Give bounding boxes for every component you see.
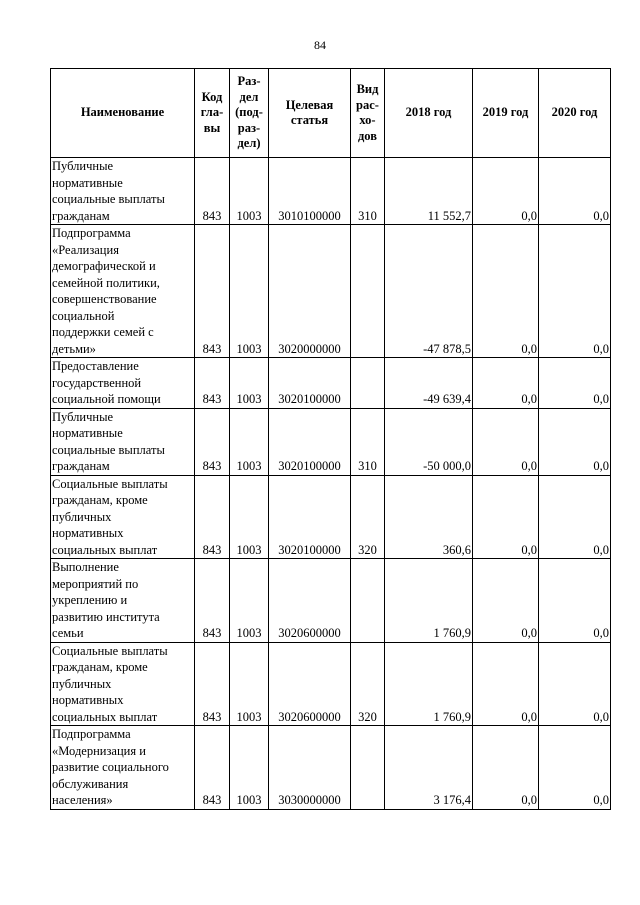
header-target: [269, 69, 351, 158]
row-name-line: Выполнение: [52, 560, 119, 574]
row-value-2019: 0,0: [473, 225, 539, 358]
header-expense-line: рас-: [356, 97, 379, 112]
row-expense: [351, 726, 385, 810]
row-name: [51, 158, 195, 225]
row-name-line: нормативные: [52, 175, 123, 190]
header-2019: 2019 год: [473, 69, 539, 158]
row-name: [51, 225, 195, 358]
row-expense: 320: [351, 642, 385, 726]
row-name-line: нормативные: [52, 426, 123, 440]
row-name-line: социальной помощи: [52, 392, 161, 406]
row-name-line: публичных: [52, 676, 112, 691]
row-code: 843: [195, 559, 230, 643]
row-name: [51, 408, 195, 475]
row-expense: 310: [351, 408, 385, 475]
row-name: [51, 475, 195, 559]
row-expense: [351, 559, 385, 643]
header-code: [195, 69, 230, 158]
header-section: [230, 69, 269, 158]
header-expense-line: Вид: [356, 82, 379, 96]
header-section-line: дел): [237, 136, 261, 151]
row-value-2019: 0,0: [473, 408, 539, 475]
header-section-line: Раз-: [237, 74, 261, 89]
row-section: 1003: [230, 726, 269, 810]
table-body: [51, 158, 611, 810]
row-value-2018: -47 878,5: [385, 225, 473, 358]
header-code-line: вы: [203, 120, 221, 135]
row-name-line: социальные выплаты: [52, 442, 165, 457]
header-expense-line: хо-: [359, 113, 376, 127]
row-name-line: социальной: [52, 308, 115, 323]
row-name-line: гражданам: [52, 459, 110, 473]
header-section-line: раз-: [237, 120, 261, 135]
table-row: [51, 358, 611, 409]
row-code: 843: [195, 358, 230, 409]
row-target: 3020100000: [269, 408, 351, 475]
row-value-2020: 0,0: [539, 408, 611, 475]
row-value-2019: 0,0: [473, 475, 539, 559]
row-value-2018: 1 760,9: [385, 642, 473, 726]
row-value-2018: -50 000,0: [385, 408, 473, 475]
row-section: 1003: [230, 408, 269, 475]
row-value-2020: 0,0: [539, 642, 611, 726]
header-row: [51, 69, 611, 158]
header-expense-line: дов: [357, 128, 377, 143]
table-row: [51, 559, 611, 643]
row-name-line: развитию института: [52, 609, 160, 624]
row-value-2019: 0,0: [473, 358, 539, 409]
table-row: [51, 642, 611, 726]
row-name-line: социальных выплат: [52, 709, 158, 724]
header-code-line: Код: [201, 89, 223, 104]
row-name-line: Социальные выплаты: [52, 643, 168, 658]
row-name-line: Подпрограмма: [52, 226, 131, 240]
row-name-line: совершенствование: [52, 292, 157, 306]
row-code: 843: [195, 408, 230, 475]
row-code: 843: [195, 158, 230, 225]
row-value-2019: 0,0: [473, 559, 539, 643]
row-value-2019: 0,0: [473, 726, 539, 810]
row-name-line: Публичные: [52, 409, 114, 424]
row-value-2018: 11 552,7: [385, 158, 473, 225]
row-value-2020: 0,0: [539, 475, 611, 559]
row-value-2020: 0,0: [539, 158, 611, 225]
row-name-line: демографической и: [52, 259, 156, 273]
page-number: 84: [314, 38, 326, 52]
row-target: 3020100000: [269, 475, 351, 559]
row-name: [51, 358, 195, 409]
row-name-line: семьи: [52, 626, 84, 640]
row-name-line: «Реализация: [52, 242, 119, 257]
row-section: 1003: [230, 225, 269, 358]
row-value-2018: 360,6: [385, 475, 473, 559]
table-row: [51, 158, 611, 225]
row-section: 1003: [230, 158, 269, 225]
row-section: 1003: [230, 475, 269, 559]
row-target: 3020600000: [269, 559, 351, 643]
header-target-line: статья: [290, 113, 329, 127]
table-row: [51, 225, 611, 358]
row-name: [51, 559, 195, 643]
header-section-line: (под-: [235, 105, 263, 120]
row-name-line: Подпрограмма: [52, 727, 131, 741]
row-name-line: нормативных: [52, 526, 124, 540]
row-target: 3020000000: [269, 225, 351, 358]
row-name-line: публичных: [52, 509, 112, 524]
header-code-line: гла-: [200, 105, 224, 120]
header-target-line: Целевая: [285, 97, 334, 112]
row-value-2020: 0,0: [539, 726, 611, 810]
row-name-line: детьми»: [52, 341, 96, 356]
row-name-line: социальных выплат: [52, 542, 158, 557]
row-name-line: обслуживания: [52, 776, 129, 791]
row-value-2018: 3 176,4: [385, 726, 473, 810]
row-section: 1003: [230, 358, 269, 409]
row-name-line: семейной политики,: [52, 275, 160, 290]
header-section-line: дел: [239, 89, 259, 104]
budget-table: [50, 68, 611, 810]
header-2018: 2018 год: [385, 69, 473, 158]
row-name-line: Публичные: [52, 159, 114, 173]
row-name: [51, 726, 195, 810]
row-value-2020: 0,0: [539, 559, 611, 643]
row-name-line: поддержки семей с: [52, 325, 154, 339]
table-row: [51, 726, 611, 810]
row-expense: [351, 358, 385, 409]
row-name-line: гражданам, кроме: [52, 493, 148, 507]
row-code: 843: [195, 225, 230, 358]
row-code: 843: [195, 475, 230, 559]
row-value-2019: 0,0: [473, 642, 539, 726]
row-value-2019: 0,0: [473, 158, 539, 225]
row-code: 843: [195, 642, 230, 726]
row-value-2020: 0,0: [539, 225, 611, 358]
row-target: 3030000000: [269, 726, 351, 810]
header-name: Наименование: [51, 69, 195, 158]
row-section: 1003: [230, 559, 269, 643]
row-target: 3010100000: [269, 158, 351, 225]
header-expense: [351, 69, 385, 158]
row-name-line: гражданам, кроме: [52, 660, 148, 674]
row-target: 3020100000: [269, 358, 351, 409]
table-row: [51, 408, 611, 475]
row-target: 3020600000: [269, 642, 351, 726]
row-name-line: населения»: [52, 793, 113, 807]
row-name-line: Социальные выплаты: [52, 476, 168, 491]
row-section: 1003: [230, 642, 269, 726]
row-name-line: Предоставление: [52, 359, 139, 373]
row-value-2018: -49 639,4: [385, 358, 473, 409]
row-name-line: государственной: [52, 375, 142, 390]
row-name-line: гражданам: [52, 208, 110, 223]
row-expense: 310: [351, 158, 385, 225]
row-name-line: социальные выплаты: [52, 192, 165, 206]
row-name-line: нормативных: [52, 693, 124, 707]
header-2020: 2020 год: [539, 69, 611, 158]
row-value-2020: 0,0: [539, 358, 611, 409]
row-name-line: мероприятий по: [52, 576, 139, 591]
table-row: [51, 475, 611, 559]
row-name-line: «Модернизация и: [52, 743, 146, 758]
row-value-2018: 1 760,9: [385, 559, 473, 643]
row-expense: [351, 225, 385, 358]
row-name: [51, 642, 195, 726]
row-expense: 320: [351, 475, 385, 559]
row-name-line: укреплению и: [52, 593, 128, 607]
row-code: 843: [195, 726, 230, 810]
row-name-line: развитие социального: [52, 760, 169, 774]
